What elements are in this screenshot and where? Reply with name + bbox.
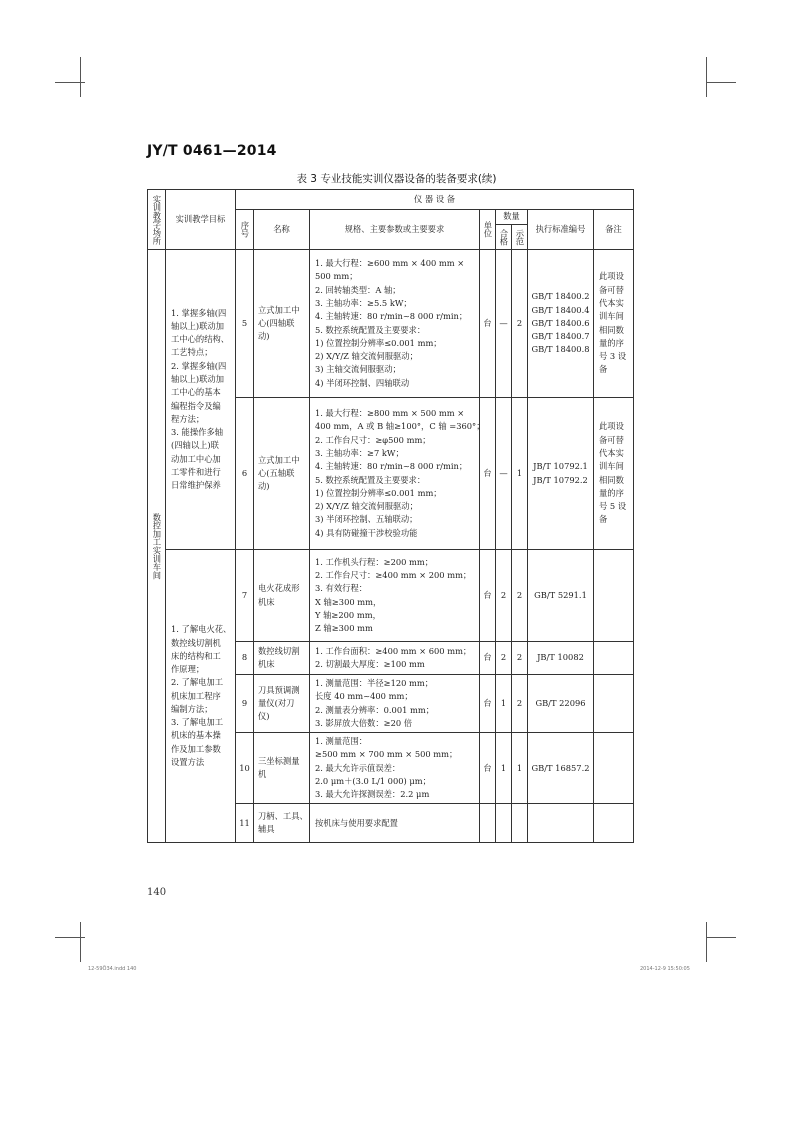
place-cell [148,250,166,843]
spec-line: 5. 数控系统配置及主要要求： [315,474,426,485]
place-label: 数控加工实训车间 [151,512,162,580]
note-cell [594,675,634,733]
name-line: 刀柄、工具、 [258,811,308,822]
goal-line: 设置方法 [171,756,205,767]
note-line: 量的序 [599,337,624,348]
seq-cell: 9 [236,675,254,733]
spec-line: 按机床与使用要求配置 [315,817,398,828]
demo-cell: 2 [512,250,528,398]
spec-line: 3) 主轴交流伺服驱动； [315,364,401,375]
name-line: 量仪(对刀 [258,697,295,708]
name-line: 心(五轴联 [258,467,295,478]
name-line: 机床 [258,659,275,669]
goal-line: 程方法； [171,413,205,424]
note-line: 量的序 [599,487,624,498]
header-goal: 实训教学目标 [166,190,236,250]
spec-line: 1) 位置控制分辨率≤0.001 mm； [315,337,442,348]
spec-cell [310,804,480,843]
goal-line: 轴以上)联动加 [171,320,225,331]
qualified-cell [496,804,512,843]
note-line: 代本实 [599,447,624,458]
spec-line: 1. 工作台面积：≥400 mm × 600 mm； [315,645,472,656]
name-line: 数控线切割 [258,645,300,656]
note-cell [594,642,634,675]
standard-cell [528,250,594,398]
demo-cell [512,804,528,843]
crop-mark [706,937,736,938]
unit-cell: 台 [480,550,496,642]
goal-line: 3. 能操作多轴 [171,427,224,438]
header-unit: 单位 [480,210,496,250]
standard-line: JB/T 10082 [537,652,584,663]
name-line: 心(四轴联 [258,317,295,328]
spec-line: ≥500 mm × 700 mm × 500 mm； [315,749,458,760]
unit-cell: 台 [480,642,496,675]
standard-cell [528,550,594,642]
name-line: 机 [258,769,267,780]
spec-cell [310,675,480,733]
note-line: 备可替 [599,434,624,445]
header-qty: 数量 [496,210,528,225]
spec-line: 1. 测量范围：半径≥120 mm； [315,678,434,688]
qualified-cell: — [496,398,512,550]
header-demo: 示范 [512,225,528,250]
standard-cell [528,675,594,733]
standard-cell [528,398,594,550]
spec-line: 2. 切割最大厚度：≥100 mm [315,659,425,669]
goal-line: 工中心的结构、 [171,334,230,345]
qualified-cell: 1 [496,675,512,733]
goal-line: 编程指令及编 [171,400,221,411]
table-title: 表 3 专业技能实训仪器设备的装备要求(续) [296,173,497,185]
goal-line: 作原理； [171,664,205,675]
header-place: 实训教学场所 [148,190,166,250]
spec-line: 1. 最大行程：≥800 mm × 500 mm × [315,408,465,419]
name-line: 电火花成形 [258,583,300,594]
standard-line: GB/T 18400.4 [531,304,590,315]
standard-line: GB/T 18400.7 [531,331,590,342]
note-line: 代本实 [599,297,624,308]
spec-line: 4. 主轴转速：80 r/min~8 000 r/min； [315,311,468,322]
standard-line: JB/T 10792.1 [533,461,588,472]
note-line: 相同数 [599,324,624,335]
demo-cell: 1 [512,733,528,804]
seq-cell: 8 [236,642,254,675]
goal-line: 1. 了解电火花、 [171,624,232,635]
seq-cell: 11 [236,804,254,843]
goal-line: 工艺特点； [171,347,213,358]
header-note: 备注 [594,210,634,250]
goal-line: 2. 了解电加工 [171,677,224,688]
spec-line: 3. 有效行程： [315,583,368,594]
spec-line: 2) X/Y/Z 轴交流伺服驱动； [315,501,418,512]
note-line: 备 [599,514,608,525]
header-seq: 序号 [236,210,254,250]
qualified-cell: 2 [496,550,512,642]
goal-line: 工中心的基本 [171,387,221,398]
spec-line: 500 mm； [315,271,358,282]
standard-cell [528,733,594,804]
spec-line: 1. 最大行程：≥600 mm × 400 mm × [315,258,465,269]
spec-cell [310,733,480,804]
page-number: 140 [147,887,167,898]
note-line: 备 [599,364,608,375]
goal-line: 轴以上)联动加 [171,373,225,384]
name-cell [254,398,310,550]
spec-line: 1) 位置控制分辨率≤0.001 mm； [315,487,442,498]
header-qualified: 合格 [496,225,512,250]
spec-line: 5. 数控系统配置及主要要求： [315,324,426,335]
crop-mark [55,937,85,938]
name-line: 仪) [258,711,270,722]
unit-cell: 台 [480,675,496,733]
spec-line: Y 轴≥200 mm， [315,609,381,620]
note-line: 备可替 [599,284,624,295]
spec-line: 4. 主轴转速：80 r/min~8 000 r/min； [315,461,468,472]
spec-line: 2. 工作台尺寸：≥400 mm × 200 mm； [315,569,472,580]
spec-line: 3. 主轴功率：≥5.5 kW； [315,297,412,308]
spec-line: 4) 具有防碰撞干涉校验功能 [315,527,418,538]
goal-line: 机床的基本操 [171,730,221,741]
seq-cell: 6 [236,398,254,550]
equipment-table [147,189,634,843]
demo-cell: 2 [512,675,528,733]
standard-line: GB/T 16857.2 [531,762,590,773]
goal-line: 2. 掌握多轴(四 [171,360,227,371]
note-cell [594,550,634,642]
note-line: 此项设 [599,421,624,432]
spec-line: X 轴≥300 mm， [315,596,382,607]
qualified-cell: 1 [496,733,512,804]
spec-line: 1. 工作机头行程：≥200 mm； [315,556,434,567]
print-slug-date: 2014-12-9 15:50:05 [640,966,690,972]
spec-cell [310,250,480,398]
spec-line: 3. 影屏放大倍数：≥20 倍 [315,717,413,728]
spec-cell [310,642,480,675]
name-line: 三坐标测量 [258,755,300,766]
note-line: 相同数 [599,474,624,485]
goal-line: 编制方法； [171,703,213,714]
spec-line: 2. 回转轴类型：A 轴； [315,284,401,295]
name-cell [254,733,310,804]
spec-line: 1. 测量范围： [315,736,368,747]
crop-mark [706,57,707,97]
spec-line: 4) 半闭环控制、四轴联动 [315,377,410,388]
goal-line: 动加工中心加 [171,453,221,464]
goal-cell [166,250,236,550]
spec-line: 长度 40 mm~400 mm； [315,691,413,702]
name-cell [254,675,310,733]
note-line: 此项设 [599,271,624,282]
standard-line: GB/T 18400.8 [531,344,590,355]
qualified-cell: 2 [496,642,512,675]
goal-line: 3. 了解电加工 [171,717,224,728]
crop-mark [706,922,707,962]
seq-cell: 7 [236,550,254,642]
name-cell [254,804,310,843]
name-line: 动) [258,481,270,492]
goal-line: 作及加工参数 [171,743,221,754]
standard-line: GB/T 5291.1 [534,589,587,600]
name-cell [254,550,310,642]
name-line: 辅具 [258,824,275,835]
note-line: 号 5 设 [599,501,627,512]
name-line: 动) [258,331,270,342]
demo-cell: 2 [512,550,528,642]
note-cell [594,398,634,550]
standard-code: JY/T 0461—2014 [147,143,277,159]
spec-cell [310,550,480,642]
goal-cell [166,550,236,843]
standard-line: GB/T 18400.2 [531,291,590,302]
goal-line: 1. 掌握多轴(四 [171,307,227,318]
note-line: 号 3 设 [599,351,627,362]
unit-cell [480,804,496,843]
table-row [148,250,634,398]
crop-mark [55,82,85,83]
name-cell [254,250,310,398]
seq-cell: 5 [236,250,254,398]
unit-cell: 台 [480,250,496,398]
standard-line: GB/T 18400.6 [531,317,590,328]
spec-line: 3. 主轴功率：≥7 kW； [315,447,404,458]
print-slug-file: 12-59Ö34.indd 140 [88,966,137,972]
standard-line: GB/T 22096 [535,697,586,708]
name-line: 立式加工中 [258,304,300,315]
seq-cell: 10 [236,733,254,804]
demo-cell: 2 [512,642,528,675]
crop-mark [80,922,81,962]
note-cell [594,804,634,843]
spec-line: 2. 工作台尺寸：≥φ500 mm； [315,434,431,445]
standard-cell [528,804,594,843]
goal-line: 日常维护保养 [171,480,221,491]
unit-cell: 台 [480,733,496,804]
crop-mark [706,82,736,83]
table-row [148,550,634,642]
header-equipment: 仪 器 设 备 [236,190,634,210]
note-line: 训车间 [599,311,624,322]
note-cell [594,733,634,804]
goal-line: 床的结构和工 [171,650,221,661]
name-line: 立式加工中 [258,454,300,465]
demo-cell: 1 [512,398,528,550]
standard-line: JB/T 10792.2 [533,474,588,485]
header-name: 名称 [254,210,310,250]
header-spec: 规格、主要参数或主要要求 [310,210,480,250]
goal-line: (四轴以上)联 [171,440,219,451]
spec-line: 2. 测量表分辨率：0.001 mm； [315,704,435,715]
note-line: 训车间 [599,461,624,472]
spec-line: 3. 最大允许探测误差：2.2 μm [315,789,430,800]
spec-cell [310,398,485,550]
spec-line: 400 mm，A 或 B 轴≥100°，C 轴 =360°； [315,421,485,432]
spec-line: Z 轴≥300 mm [315,623,373,634]
goal-line: 机床加工程序 [171,690,221,701]
goal-line: 数控线切割机 [171,637,221,648]
spec-line: 3) 半闭环控制、五轴联动； [315,514,418,525]
qualified-cell: — [496,250,512,398]
crop-mark [80,57,81,97]
note-cell [594,250,634,398]
spec-line: 2.0 μm＋(3.0 L/1 000) μm； [315,775,431,786]
name-line: 刀具预调测 [258,684,300,695]
spec-line: 2. 最大允许示值误差： [315,762,401,773]
name-cell [254,642,310,675]
name-line: 机床 [258,596,275,607]
standard-cell [528,642,594,675]
header-standard: 执行标准编号 [528,210,594,250]
spec-line: 2) X/Y/Z 轴交流伺服驱动； [315,351,418,362]
goal-line: 工零件和进行 [171,466,221,477]
unit-cell: 台 [480,398,496,550]
